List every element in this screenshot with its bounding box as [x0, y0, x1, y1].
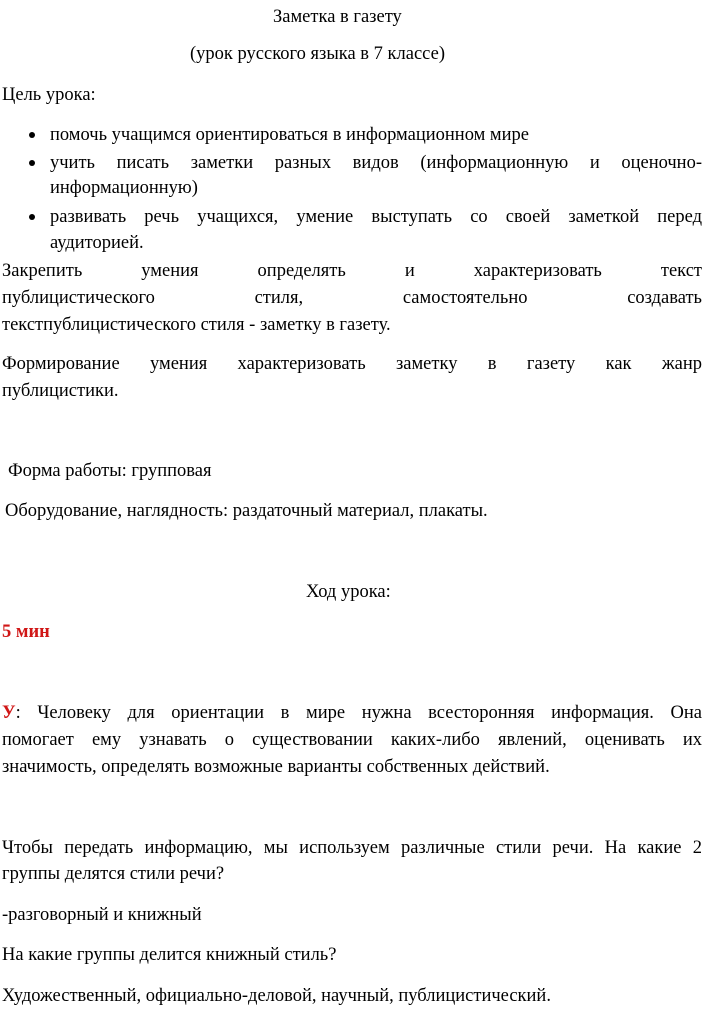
formation-line1: Формирование умения характеризовать заметку в газету как жанр	[2, 354, 702, 374]
bullet-dot-icon	[29, 132, 35, 138]
formation-line2: публицистики.	[2, 381, 119, 401]
answer2: Художественный, официально-деловой, научный, публицистический.	[2, 986, 551, 1006]
teacher-line1-text: : Человеку для ориентации в мире нужна всесторонняя информация. Она	[15, 703, 702, 723]
bullet-dot-icon	[29, 160, 35, 166]
consolidate-line3: текстпублицистического стиля - заметку в газету.	[2, 315, 391, 335]
question1-line2: группы делятся стили речи?	[2, 864, 225, 884]
consolidate-line1: Закрепить умения определять и характеризовать текст	[2, 261, 702, 281]
work-form: Форма работы: групповая	[8, 461, 212, 481]
bullet-item-2-line1: учить писать заметки разных видов (информационную и оценочно-	[50, 153, 702, 173]
answer1: -разговорный и книжный	[2, 905, 202, 925]
teacher-line1	[2, 700, 702, 727]
teacher-line3: значимость, определять возможные варианты собственных действий.	[2, 757, 550, 777]
document-title: Заметка в газету	[273, 7, 402, 27]
teacher-marker: У	[2, 703, 16, 723]
equipment: Оборудование, наглядность: раздаточный материал, плакаты.	[5, 501, 488, 521]
document-subtitle: (урок русского языка в 7 классе)	[190, 44, 445, 64]
teacher-line2: помогает ему узнавать о существовании каких-либо явлений, оценивать их	[2, 730, 702, 750]
consolidate-line2: публицистического стиля, самостоятельно создавать	[2, 288, 702, 308]
question2: На какие группы делится книжный стиль?	[2, 945, 337, 965]
goal-heading: Цель урока:	[2, 85, 96, 105]
bullet-item-2-line2: информационную)	[50, 178, 198, 198]
time-label: 5 мин	[2, 622, 50, 642]
bullet-dot-icon	[29, 214, 35, 220]
question1-line1: Чтобы передать информацию, мы используем различные стили речи. На какие 2	[2, 838, 702, 858]
bullet-item-3-line2: аудиторией.	[50, 233, 144, 253]
lesson-progress-heading: Ход урока:	[306, 582, 391, 602]
bullet-item-3-line1: развивать речь учащихся, умение выступать со своей заметкой перед	[50, 207, 702, 227]
bullet-item-1: помочь учащимся ориентироваться в информационном мире	[50, 125, 530, 145]
